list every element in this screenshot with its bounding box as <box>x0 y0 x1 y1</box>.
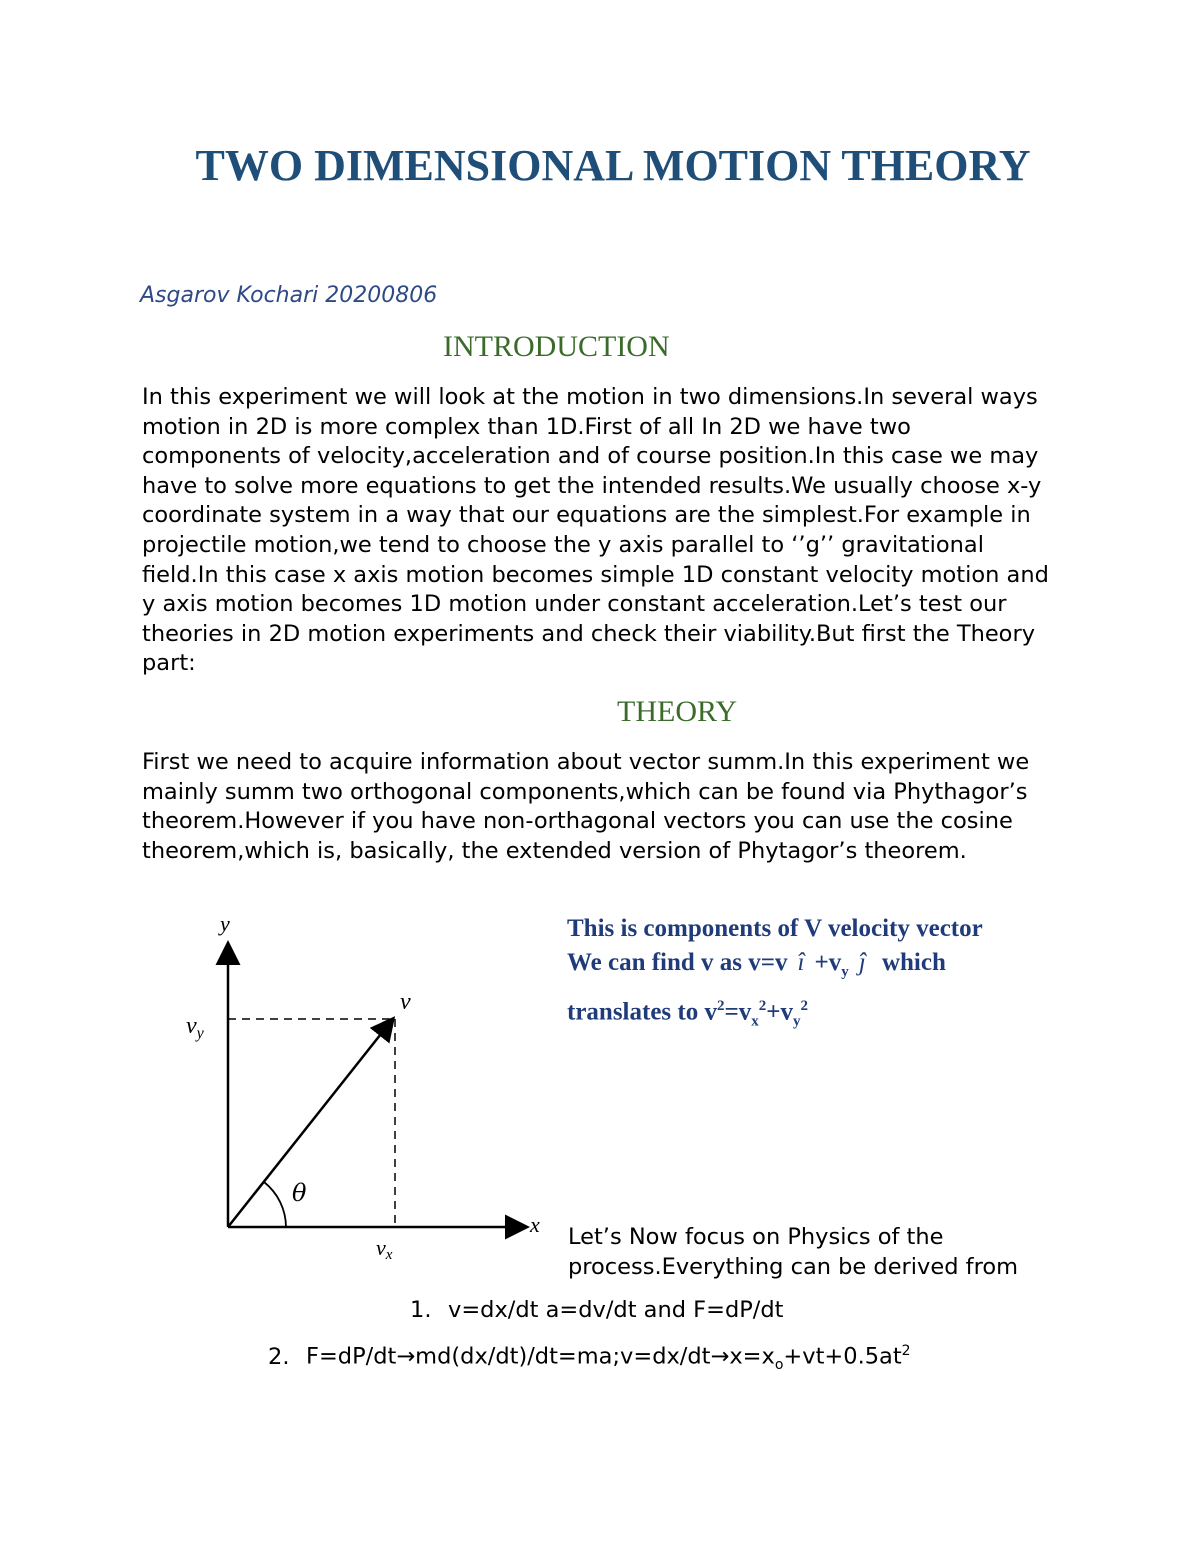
velocity-vector <box>228 1020 392 1227</box>
y-axis-label: y <box>220 911 230 936</box>
angle-label: θ <box>292 1179 307 1207</box>
caption-line-2: We can find v as v=v î $+v_y$ ĵ which <box>567 949 946 980</box>
equation-1: 1. v=dx/dt a=dv/dt and F=dP/dt <box>410 1297 784 1323</box>
theory-paragraph: First we need to acquire information about vector summ.In this experiment we mainly summ two orthogonal components,which can be found via Phythagor’s theorem.However if you have non-orthagonal vectors you can use the cosine theorem,which is, basically, the extended version of Phytagor’s theorem. <box>142 749 1030 864</box>
caption-line-1: This is components of V velocity vector <box>567 915 983 942</box>
angle-arc <box>264 1182 286 1227</box>
introduction-heading: INTRODUCTION <box>443 330 670 363</box>
physics-intro-paragraph: Let’s Now focus on Physics of the process.Everything can be derived from <box>568 1224 1019 1280</box>
vector-label: v <box>400 989 411 1015</box>
x-axis-label: x <box>530 1212 540 1237</box>
vx-label: vx <box>376 1235 393 1263</box>
theory-heading: THEORY <box>617 695 737 728</box>
document-title: TWO DIMENSIONAL MOTION THEORY <box>195 141 1031 190</box>
figure-caption <box>567 912 1047 1038</box>
caption-line-3: translates to $v^2=v_x^2+v_y^2$ <box>567 998 808 1030</box>
vy-label: $v_y$ <box>186 1013 204 1042</box>
equation-2: 2. $F=dP/dt\to md(dx/dt)/dt=ma;v=dx/dt\to x=x_o+vt+0.5at^2$ <box>268 1343 911 1373</box>
author-line: Asgarov Kochari 20200806 <box>140 283 438 308</box>
introduction-paragraph: In this experiment we will look at the motion in two dimensions.In several ways motion in 2D is more complex than 1D.First of all In 2D we have two components of velocity,acceleration and of course position.In this case we may have to solve more equations to get the intended results.We usually choose x-y coordinate system in a way that our equations are the simplest.For example in projectile motion,we tend to choose the y axis parallel to ‘’g’’ gravitational field.In this case x axis motion becomes simple 1D constant velocity motion and y axis motion becomes 1D motion under constant acceleration.Let’s test our theories in 2D motion experiments and check their viability.But first the Theory part: <box>142 384 1049 677</box>
velocity-components-figure <box>180 905 560 1265</box>
